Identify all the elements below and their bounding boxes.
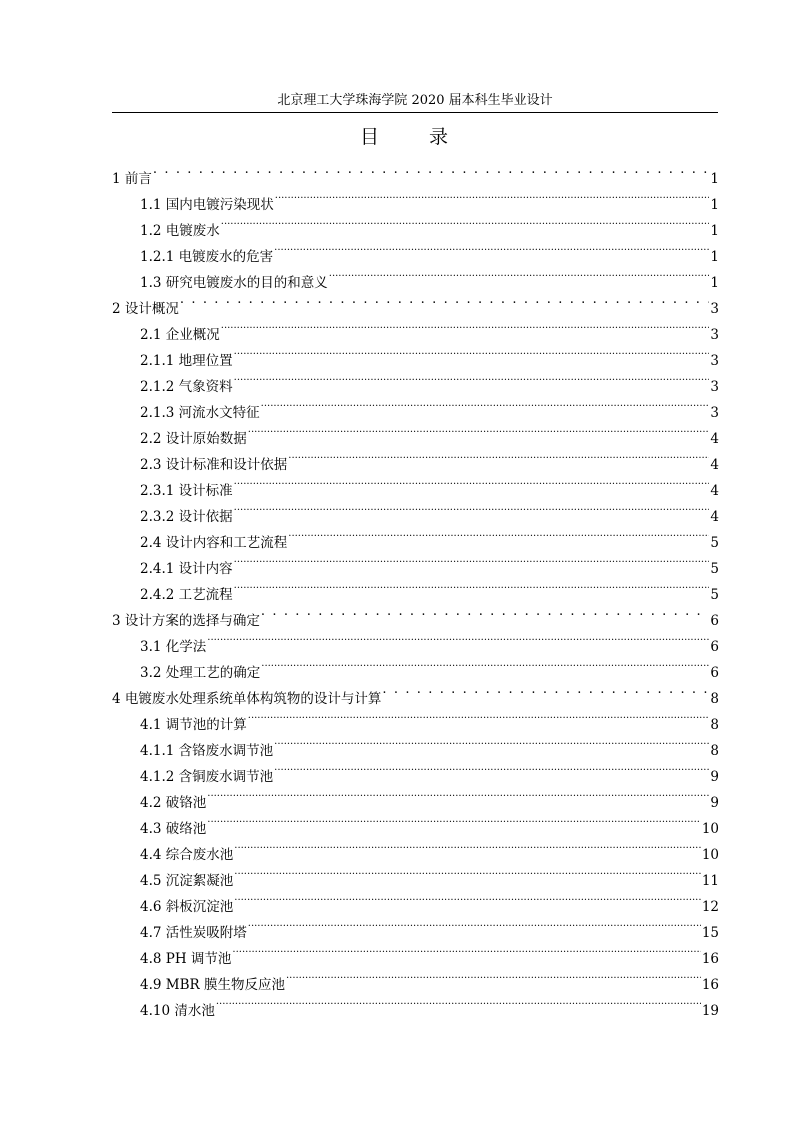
running-header: 北京理工大学珠海学院 2020 届本科生毕业设计 — [277, 93, 553, 108]
toc-leader-dots — [180, 287, 710, 313]
toc-entry-page: 16 — [701, 951, 719, 967]
toc-entry-label: 3.1 化学法 — [140, 639, 207, 655]
toc-entry-label: 4.3 破络池 — [140, 821, 207, 837]
toc-leader-dots — [248, 911, 701, 937]
toc-entry-label: 1 前言 — [112, 171, 152, 187]
toc-entry-page: 12 — [701, 899, 719, 915]
toc-entry-label: 1.2 电镀废水 — [140, 223, 220, 239]
header-rule — [112, 112, 718, 113]
toc-leader-dots — [274, 235, 709, 261]
toc-entry-label: 4.10 清水池 — [140, 1003, 215, 1019]
toc-entry-page: 5 — [710, 561, 719, 577]
toc-entry-page: 3 — [710, 379, 719, 395]
toc-leader-dots — [234, 495, 710, 521]
toc-entry-label: 2.3 设计标准和设计依据 — [140, 457, 288, 473]
toc-leader-dots — [248, 703, 710, 729]
toc-leader-dots — [234, 859, 701, 885]
toc-entry-label: 2.4 设计内容和工艺流程 — [140, 535, 288, 551]
toc-entry-page: 3 — [710, 301, 719, 317]
toc-leader-dots — [248, 417, 710, 443]
toc-entry-label: 2.1.3 河流水文特征 — [140, 405, 260, 421]
toc-entry-page: 16 — [701, 977, 719, 993]
toc-entry-page: 1 — [710, 171, 719, 187]
toc-entry-label: 2.3.1 设计标准 — [140, 483, 233, 499]
table-of-contents — [112, 157, 719, 1019]
toc-entry-page: 1 — [710, 249, 719, 265]
toc-leader-dots — [234, 339, 710, 365]
toc-entry-label: 4.9 MBR 膜生物反应池 — [140, 977, 285, 993]
toc-leader-dots — [274, 729, 709, 755]
toc-entry-page: 15 — [701, 925, 719, 941]
toc-entry-label: 2.1 企业概况 — [140, 327, 220, 343]
toc-leader-dots — [288, 521, 709, 547]
toc-entry-label: 2 设计概况 — [112, 301, 179, 317]
toc-entry-label: 4.8 PH 调节池 — [140, 951, 232, 967]
toc-entry-label: 4 电镀废水处理系统单体构筑物的设计与计算 — [112, 691, 382, 707]
toc-entry[interactable] — [112, 183, 719, 213]
toc-entry-label: 2.1.1 地理位置 — [140, 353, 233, 369]
toc-leader-dots — [232, 937, 700, 963]
toc-entry-page: 6 — [710, 639, 719, 655]
toc-leader-dots — [261, 391, 710, 417]
toc-leader-dots — [234, 365, 710, 391]
toc-entry-label: 2.4.1 设计内容 — [140, 561, 233, 577]
toc-leader-dots — [207, 781, 709, 807]
toc-leader-dots — [207, 625, 709, 651]
toc-entry-page: 1 — [710, 197, 719, 213]
toc-leader-dots — [329, 261, 710, 287]
toc-entry-page: 11 — [701, 873, 719, 889]
toc-entry-label: 4.4 综合废水池 — [140, 847, 234, 863]
toc-entry-page: 19 — [701, 1003, 719, 1019]
toc-entry-page: 4 — [710, 431, 719, 447]
toc-entry-page: 1 — [710, 275, 719, 291]
toc-entry-page: 10 — [701, 821, 719, 837]
toc-entry-label: 4.6 斜板沉淀池 — [140, 899, 234, 915]
toc-leader-dots — [234, 885, 701, 911]
toc-leader-dots — [153, 157, 710, 183]
toc-entry-page: 10 — [701, 847, 719, 863]
toc-entry[interactable] — [112, 157, 719, 187]
toc-leader-dots — [221, 313, 710, 339]
toc-leader-dots — [275, 183, 710, 209]
toc-leader-dots — [382, 677, 709, 703]
toc-leader-dots — [234, 573, 710, 599]
toc-entry-label: 3 设计方案的选择与确定 — [112, 613, 260, 629]
toc-entry-page: 5 — [710, 535, 719, 551]
toc-entry[interactable] — [112, 287, 719, 317]
toc-leader-dots — [261, 651, 709, 677]
toc-entry-page: 4 — [710, 483, 719, 499]
toc-leader-dots — [216, 989, 701, 1015]
toc-entry-label: 4.2 破铬池 — [140, 795, 207, 811]
toc-entry-page: 3 — [710, 353, 719, 369]
toc-entry-label: 4.1.2 含铜废水调节池 — [140, 769, 274, 785]
toc-entry-page: 9 — [710, 769, 719, 785]
toc-entry-page: 4 — [710, 457, 719, 473]
toc-entry-page: 9 — [710, 795, 719, 811]
toc-entry-label: 2.3.2 设计依据 — [140, 509, 233, 525]
toc-entry-label: 1.1 国内电镀污染现状 — [140, 197, 274, 213]
toc-entry-page: 8 — [710, 743, 719, 759]
toc-leader-dots — [234, 469, 710, 495]
toc-entry-page: 3 — [710, 327, 719, 343]
toc-leader-dots — [274, 755, 709, 781]
toc-entry[interactable] — [112, 313, 719, 343]
toc-entry-page: 4 — [710, 509, 719, 525]
toc-entry-label: 2.4.2 工艺流程 — [140, 587, 233, 603]
toc-entry-page: 6 — [710, 665, 719, 681]
toc-entry-label: 4.5 沉淀絮凝池 — [140, 873, 234, 889]
toc-leader-dots — [207, 807, 701, 833]
toc-leader-dots — [221, 209, 710, 235]
toc-entry-page: 1 — [710, 223, 719, 239]
toc-entry-page: 6 — [710, 613, 719, 629]
toc-entry-label: 4.1 调节池的计算 — [140, 717, 247, 733]
toc-leader-dots — [288, 443, 709, 469]
toc-entry-label: 1.2.1 电镀废水的危害 — [140, 249, 274, 265]
toc-entry-page: 3 — [710, 405, 719, 421]
toc-entry-label: 2.2 设计原始数据 — [140, 431, 247, 447]
toc-leader-dots — [234, 547, 710, 573]
page-title: 目 录 — [359, 126, 471, 148]
toc-entry-label: 1.3 研究电镀废水的目的和意义 — [140, 275, 328, 291]
toc-leader-dots — [234, 833, 701, 859]
toc-leader-dots — [286, 963, 701, 989]
toc-entry-label: 3.2 处理工艺的确定 — [140, 665, 261, 681]
toc-entry-page: 8 — [710, 691, 719, 707]
toc-entry-label: 4.7 活性炭吸附塔 — [140, 925, 247, 941]
toc-entry-label: 4.1.1 含铬废水调节池 — [140, 743, 274, 759]
toc-leader-dots — [261, 599, 710, 625]
toc-entry-label: 2.1.2 气象资料 — [140, 379, 233, 395]
toc-entry-page: 5 — [710, 587, 719, 603]
toc-entry-page: 8 — [710, 717, 719, 733]
